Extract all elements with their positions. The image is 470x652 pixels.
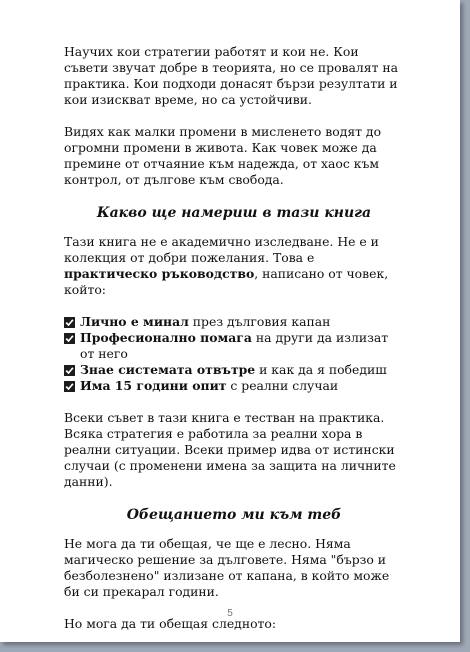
intro-text-end: , написано от човек, който: — [64, 266, 389, 297]
checklist — [64, 314, 404, 394]
checkbox-checked-icon — [64, 333, 75, 344]
checklist-item — [64, 378, 404, 394]
checklist-item — [64, 314, 404, 330]
page-number: 5 — [227, 608, 233, 619]
item-text: на други да излизат от него — [80, 330, 389, 361]
item-bold-text: Има 15 години опит — [80, 378, 227, 393]
item-text: през дълговия капан — [188, 314, 331, 329]
item-text: и как да я победиш — [255, 362, 387, 377]
paragraph: Но мога да ти обещая следното: — [64, 616, 277, 631]
item-bold-text: Професионално помага — [80, 330, 252, 345]
page-content — [64, 44, 404, 632]
checkbox-checked-icon — [64, 317, 75, 328]
paragraph — [64, 234, 404, 298]
section-heading: Какво ще намериш в тази книга — [96, 205, 372, 221]
intro-text: Тази книга не е академично изследване. Не е и колекция от добри пожелания. Това е — [64, 234, 379, 265]
paragraph: Видях как малки промени в мисленето водят до огромни промени в живота. Как човек може да премине от отчаяние към надежда, от хаос към контрол, от дългове към свобода. — [64, 124, 382, 187]
checkbox-checked-icon — [64, 381, 75, 392]
item-bold-text: Лично е минал — [80, 314, 189, 329]
checklist-item — [64, 330, 404, 362]
checklist-item — [64, 362, 404, 378]
item-text: с реални случаи — [226, 378, 339, 393]
intro-bold-text: практическо ръководство — [64, 266, 255, 281]
paragraph: Научих кои стратегии работят и кои не. Кои съвети звучат добре в теорията, но се провалят на практика. Кои подходи донасят бързи резултати и кои изискват време, но са устойчиви. — [64, 44, 399, 107]
item-bold-text: Знае системата отвътре — [80, 362, 256, 377]
section-heading: Обещанието ми към теб — [126, 507, 342, 523]
paragraph: Всеки съвет в тази книга е тестван на практика. Всяка стратегия е работила за реални хора в реални ситуации. Всеки пример идва от истински случаи (с променени имена за защита на личните данни). — [64, 410, 396, 489]
checkbox-checked-icon — [64, 365, 75, 376]
paragraph: Не мога да ти обещая, че ще е лесно. Няма магическо решение за дълговете. Няма "бързо и безболезнено" излизане от капана, в който може би си прекарал години. — [64, 536, 390, 599]
